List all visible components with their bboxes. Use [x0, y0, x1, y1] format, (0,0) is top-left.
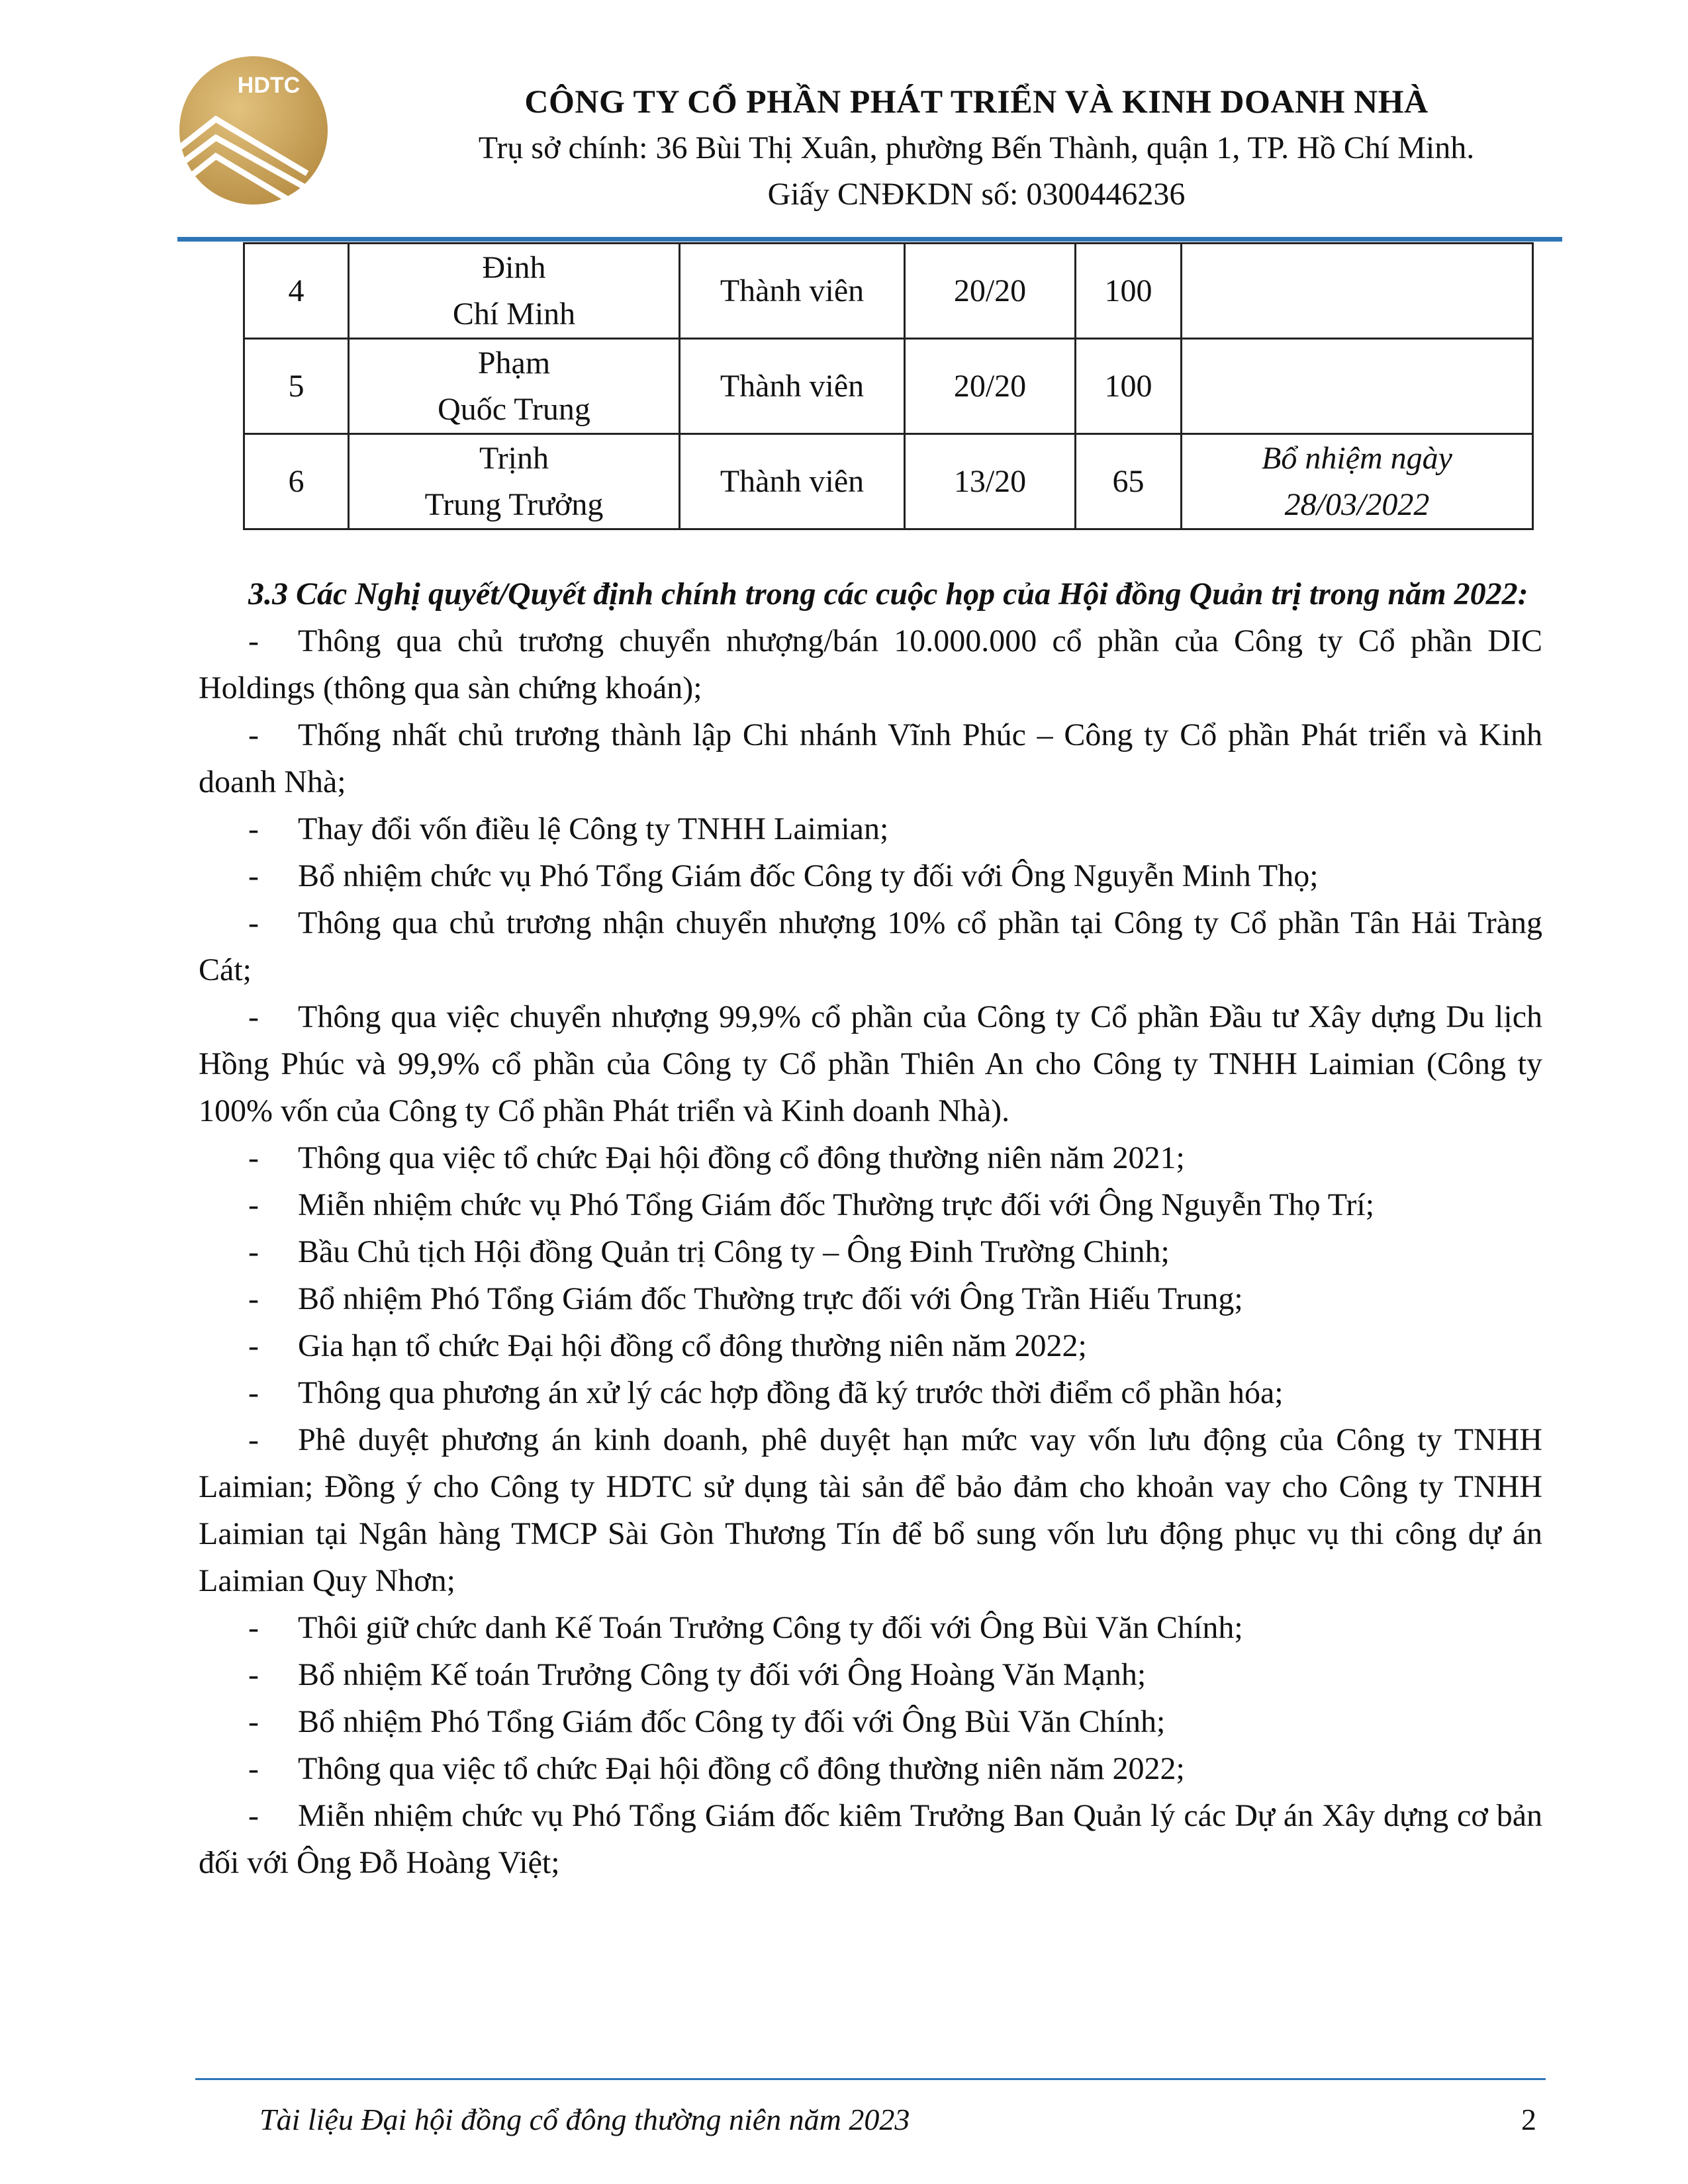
page-number: 2: [1521, 2103, 1536, 2136]
resolutions-section: [199, 570, 1542, 1886]
cell-no: 5: [244, 339, 349, 434]
company-logo: [177, 54, 330, 206]
cell-role: Thành viên: [680, 434, 905, 529]
cell-note: [1182, 244, 1533, 339]
table-row: [244, 244, 1533, 339]
cell-name: Đinh Chí Minh: [349, 244, 680, 339]
list-item: - Miễn nhiệm chức vụ Phó Tổng Giám đốc kiêm Trưởng Ban Quản lý các Dự án Xây dựng cơ bản đối với Ông Đỗ Hoàng Việt;: [199, 1798, 1542, 1880]
cell-name: Trịnh Trung Trưởng: [349, 434, 680, 529]
company-name: CÔNG TY CỔ PHẦN PHÁT TRIỂN VÀ KINH DOANH NHÀ: [524, 83, 1429, 120]
list-item: - Thông qua việc tổ chức Đại hội đồng cổ đông thường niên năm 2021;: [248, 1140, 1185, 1175]
table-row: [244, 339, 1533, 434]
resolution-list: [199, 617, 1542, 1886]
cell-attendance: 13/20: [905, 434, 1076, 529]
list-item: - Thông qua chủ trương chuyển nhượng/bán 10.000.000 cổ phần của Công ty Cổ phần DIC Holdings (thông qua sàn chứng khoán);: [199, 623, 1542, 705]
logo-text: HDTC: [237, 73, 301, 98]
cell-note: Bổ nhiệm ngày 28/03/2022: [1182, 434, 1533, 529]
list-item: - Miễn nhiệm chức vụ Phó Tổng Giám đốc Thường trực đối với Ông Nguyễn Thọ Trí;: [248, 1187, 1375, 1222]
cell-attendance: 20/20: [905, 244, 1076, 339]
company-address: Trụ sở chính: 36 Bùi Thị Xuân, phường Bến Thành, quận 1, TP. Hồ Chí Minh.: [478, 130, 1475, 165]
cell-rate: 100: [1076, 244, 1182, 339]
cell-name: Phạm Quốc Trung: [349, 339, 680, 434]
business-license: Giấy CNĐKDN số: 0300446236: [767, 177, 1186, 212]
cell-note: [1182, 339, 1533, 434]
list-item: - Bổ nhiệm Kế toán Trưởng Công ty đối với Ông Hoàng Văn Mạnh;: [248, 1657, 1147, 1692]
section-heading: 3.3 Các Nghị quyết/Quyết định chính trong các cuộc họp của Hội đồng Quản trị trong năm 2022:: [248, 576, 1528, 612]
cell-rate: 100: [1076, 339, 1182, 434]
list-item: - Thông qua việc chuyển nhượng 99,9% cổ phần của Công ty Cổ phần Đầu tư Xây dựng Du lịch Hồng Phúc và 99,9% cổ phần của Công ty Cổ phần Thiên An cho Công ty TNHH Laimian (Công ty 100% vốn của Công ty Cổ phần Phát triển và Kinh doanh Nhà).: [199, 999, 1542, 1128]
list-item: - Thay đổi vốn điều lệ Công ty TNHH Laimian;: [248, 811, 889, 846]
list-item: - Bổ nhiệm Phó Tổng Giám đốc Thường trực đối với Ông Trần Hiếu Trung;: [248, 1281, 1243, 1316]
header-divider: [177, 237, 1562, 242]
footer-divider: [195, 2078, 1546, 2080]
cell-role: Thành viên: [680, 339, 905, 434]
list-item: - Thông qua việc tổ chức Đại hội đồng cổ đông thường niên năm 2022;: [248, 1751, 1185, 1786]
list-item: - Bầu Chủ tịch Hội đồng Quản trị Công ty – Ông Đinh Trường Chinh;: [248, 1234, 1170, 1269]
footer-title: Tài liệu Đại hội đồng cổ đông thường niên năm 2023: [259, 2103, 910, 2136]
list-item: - Thôi giữ chức danh Kế Toán Trưởng Công ty đối với Ông Bùi Văn Chính;: [248, 1610, 1243, 1645]
list-item: - Thông qua phương án xử lý các hợp đồng đã ký trước thời điểm cổ phần hóa;: [248, 1375, 1284, 1410]
list-item: - Thống nhất chủ trương thành lập Chi nhánh Vĩnh Phúc – Công ty Cổ phần Phát triển và Kinh doanh Nhà;: [199, 717, 1542, 799]
list-item: - Gia hạn tổ chức Đại hội đồng cổ đông thường niên năm 2022;: [248, 1328, 1087, 1363]
list-item: - Bổ nhiệm Phó Tổng Giám đốc Công ty đối với Ông Bùi Văn Chính;: [248, 1704, 1166, 1739]
cell-attendance: 20/20: [905, 339, 1076, 434]
cell-rate: 65: [1076, 434, 1182, 529]
list-item: - Bổ nhiệm chức vụ Phó Tổng Giám đốc Công ty đối với Ông Nguyễn Minh Thọ;: [248, 858, 1319, 893]
cell-role: Thành viên: [680, 244, 905, 339]
cell-no: 4: [244, 244, 349, 339]
cell-no: 6: [244, 434, 349, 529]
table-row: [244, 434, 1533, 529]
board-attendance-table: [243, 242, 1534, 530]
list-item: - Phê duyệt phương án kinh doanh, phê duyệt hạn mức vay vốn lưu động của Công ty TNHH Laimian; Đồng ý cho Công ty HDTC sử dụng tài sản để bảo đảm cho khoản vay cho Công ty TNHH Laimian tại Ngân hàng TMCP Sài Gòn Thương Tín để bổ sung vốn lưu động phục vụ thi công dự án Laimian Quy Nhơn;: [199, 1422, 1542, 1598]
list-item: - Thông qua chủ trương nhận chuyển nhượng 10% cổ phần tại Công ty Cổ phần Tân Hải Tràng Cát;: [199, 905, 1542, 987]
